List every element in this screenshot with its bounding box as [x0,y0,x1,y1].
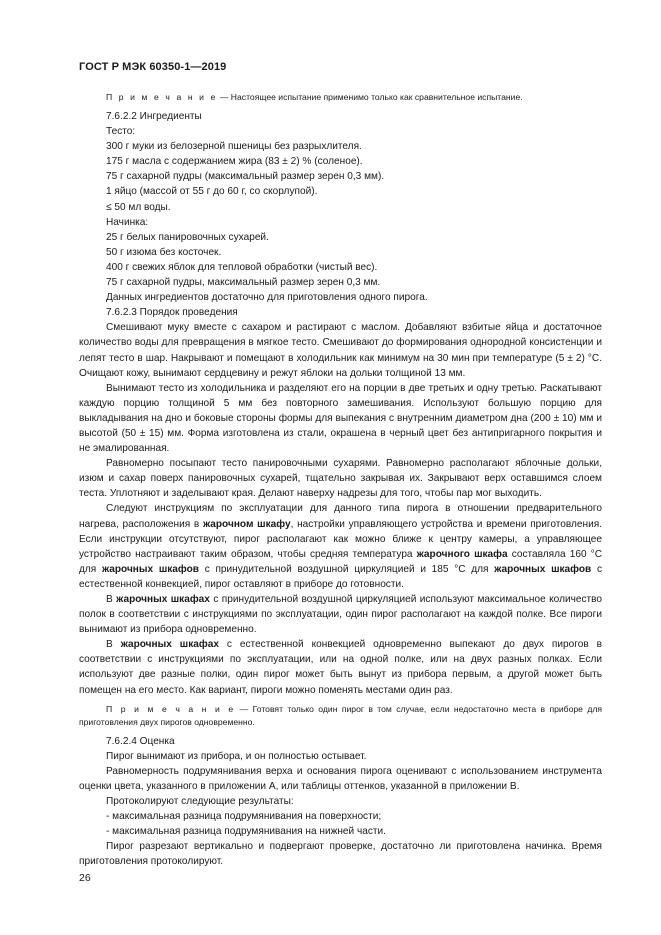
paragraph: Равномерно посыпают тесто панировочными сухарями. Равномерно располагают яблочные дольки, изюм и сахар поверх панировочных сухарей, тщательно закрывая их. Закрывают верх оставшимся слоем теста. Уплотняют и заделывают края. Делают наверху надрезы для того, чтобы пар мог выходить. [79,458,602,500]
dough-label: Тесто: [106,126,136,138]
page-content [79,91,602,870]
text-run: с принудительной воздушной циркуляцией используют максимальное количество полок в соответствии с инструкциями по эксплуатации, один пирог располагают на каждой полке. Все пироги вынимают из прибора одновременно. [79,594,602,636]
paragraph: Пирог вынимают из прибора, и он полностью остывает. [106,750,367,762]
text-run: с естественной конвекцией одновременно выпекают до двух пирогов в соответствии с инструкциями по эксплуатации, или на одной полке, или на двух разных полках. Если используют две разные полки, один пирог может быть вынут из прибора первым, а другой может быть помещен на его место. Как вариант, пироги можно поменять местами один раз. [79,639,602,696]
paragraph [79,637,602,697]
note [79,703,602,729]
list-item: 75 г сахарной пудры (максимальный размер зерен 0,3 мм). [106,171,385,183]
text-run: с принудительной воздушной циркуляцией и 185 °С для [199,563,495,575]
list-item: - максимальная разница подрумянивания на нижней части. [106,826,386,838]
term: жарочного шкафа [416,548,508,560]
list-item: - максимальная разница подрумянивания на поверхности; [106,811,382,823]
list-item: 175 г масла с содержанием жира (83 ± 2) % (соленое). [106,156,363,168]
section-heading-evaluation: 7.6.2.4 Оценка [106,735,175,747]
note-text: — Готовят только один пирог в том случае, если недостаточно места в приборе для приготовления двух пирогов одновременно. [79,703,603,727]
list-item: 25 г белых панировочных сухарей. [106,231,269,243]
note [79,91,602,104]
text-run: В [106,639,121,651]
text-run: Следуют инструкциям по эксплуатации для данного типа пирога в отношении предварительного нагрева, расположения в [79,503,602,530]
list-item: Данных ингредиентов достаточно для приготовления одного пирога. [106,292,428,304]
text-run: , настройки управляющего устройства и времени приготовления. Если инструкции отсутствуют, пирог располагают как можно ближе к центру камеры, а управляющее устройство настраивают таким образом, чтобы средняя температура [79,518,603,560]
term: жарочных шкафах [120,639,219,651]
document-header: ГОСТ Р МЭК 60350-1—2019 [79,61,227,73]
section-heading-procedure: 7.6.2.3 Порядок проведения [106,307,238,319]
text-run: В [106,594,117,605]
list-item: 50 г изюма без косточек. [106,246,222,258]
paragraph: Пирог разрезают вертикально и подвергают проверке, достаточно ли приготовлена начинка. Время приготовления протоколируют. [79,841,602,868]
list-item: ≤ 50 мл воды. [106,201,171,213]
term: жарочном шкафу [203,518,291,530]
note-label: П р и м е ч а н и е [106,703,236,714]
text-run: составляла 160 °С для [79,548,602,575]
filling-label: Начинка: [106,216,149,228]
list-item: 400 г свежих яблок для тепловой обработки (чистый вес). [106,261,378,273]
term: жарочных шкафов [101,563,199,575]
list-item: 300 г муки из белозерной пшеницы без разрыхлителя. [106,141,362,153]
paragraph: Вынимают тесто из холодильника и разделяют его на порции в две третьих и одну третью. Раскатывают каждую порцию толщиной 5 мм без повторного замешивания. Используют большую порцию для выкладывания на дно и боковые стороны формы для выпекания с внутренним диаметром дна (200 ± 10) мм и высотой (50 ± 15) мм. Форма изготовлена из стали, окрашена в черный цвет без антипригарного покрытия и не эмалированная. [79,382,602,455]
paragraph: Протоколируют следующие результаты: [106,796,294,808]
paragraph: Смешивают муку вместе с сахаром и растирают с маслом. Добавляют взбитые яйца и достаточное количество воды для превращения в мягкое тесто. Смешивают до формирования однородной консистенции и лепят тесто в шар. Накрывают и помещают в холодильник как минимум на 30 мин при температуре (5 ± 2) °С. Очищают кожу, вынимают сердцевину и режут яблоки на дольки толщиной 13 мм. [79,322,602,379]
term: жарочных шкафов [494,563,592,575]
note-text: — Настоящее испытание применимо только как сравнительное испытание. [217,92,523,102]
section-heading-ingredients: 7.6.2.2 Ингредиенты [106,111,202,122]
list-item: 1 яйцо (массой от 55 г до 60 г, со скорлупой). [106,186,318,198]
note-label: П р и м е ч а н и е [106,92,218,102]
paragraph [79,501,602,592]
text-run: с естественной конвекцией, пирог оставляют в приборе до готовности. [79,563,603,590]
paragraph [79,592,602,637]
term: жарочных шкафах [116,594,210,605]
list-item: 75 г сахарной пудры, максимальный размер зерен 0,3 мм. [106,277,381,289]
page-number: 26 [79,872,91,884]
paragraph: Равномерность подрумянивания верха и основания пирога оценивают с использованием инструмента оценки цвета, указанного в приложении А, или таблицы оттенков, указанной в приложении В. [79,765,602,792]
